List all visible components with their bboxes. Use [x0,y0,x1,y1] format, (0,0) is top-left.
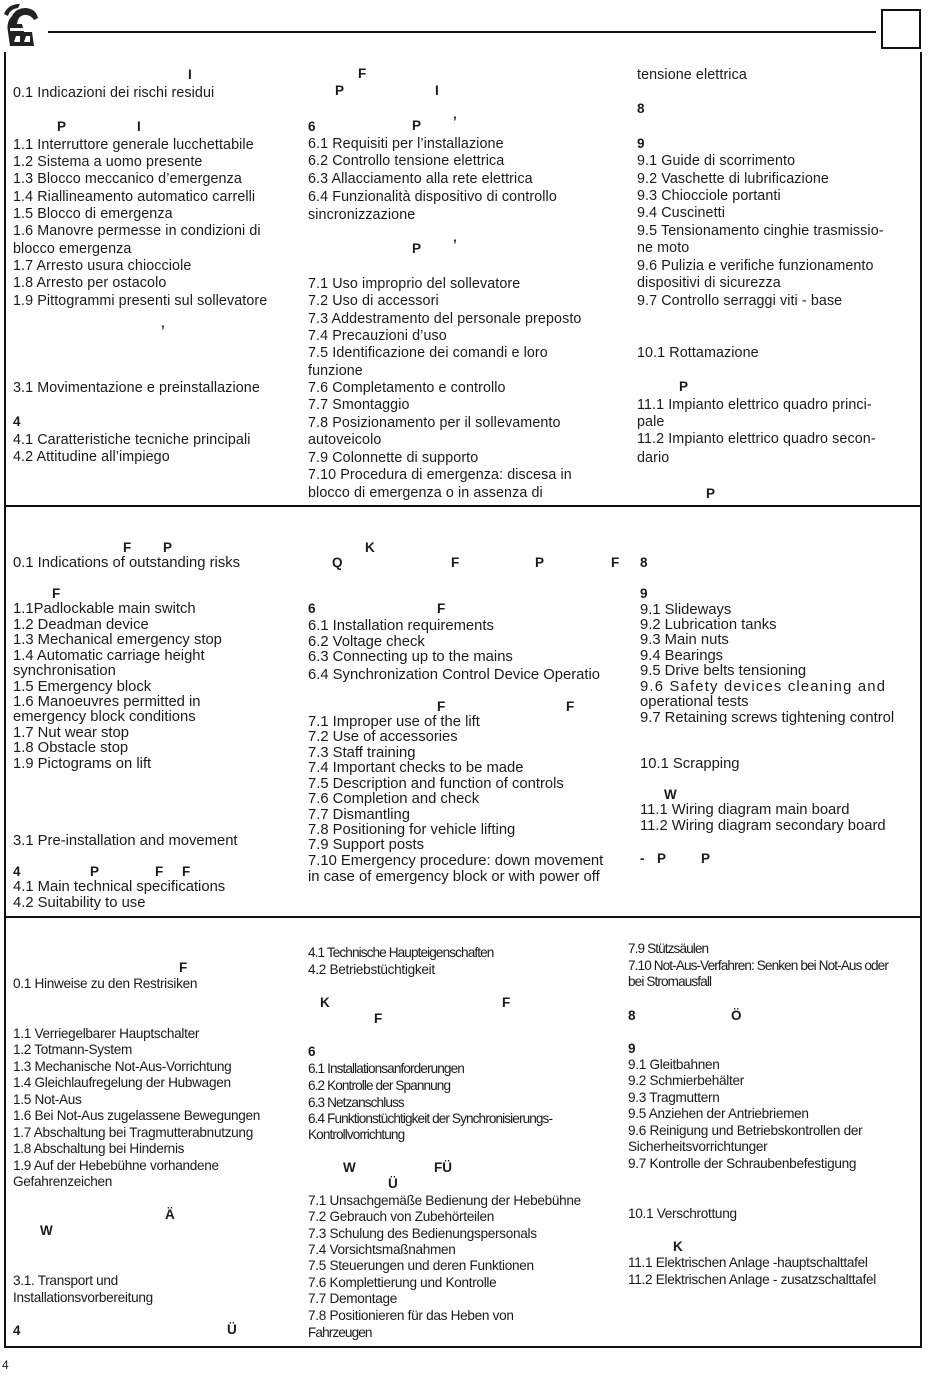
toc-entry: 7.10 Not-Aus-Verfahren: Senken bei Not-Aus oder [628,958,888,973]
toc-entry: 1.9 Pictograms on lift [13,756,152,772]
toc-heading: F [451,555,460,570]
header-rule [48,31,876,33]
toc-entry: 9.2 Vaschette di lubrificazione [637,171,829,187]
toc-entry: 3.1 Movimentazione e preinstallazione [13,380,260,396]
toc-heading: P [706,486,716,501]
toc-entry: Gefahrenzeichen [13,1174,113,1189]
toc-entry: 9.4 Bearings [640,648,724,664]
toc-entry: 3.1 Pre-installation and movement [13,833,238,849]
toc-entry: 6.1 Installation requirements [308,618,494,634]
toc-entry: 0.1 Indications of outstanding risks [13,555,241,571]
toc-entry: 9.2 Lubrication tanks [640,617,777,633]
toc-entry: 11.1 Wiring diagram main board [640,802,850,818]
toc-entry: 9.6 Reinigung und Betriebskontrollen der [628,1123,863,1138]
toc-entry: 1.3 Blocco meccanico d’emergenza [13,171,242,187]
toc-entry: 7.10 Procedura di emergenza: discesa in [308,467,572,483]
toc-entry: 1.1 Interruttore generale lucchettabile [13,137,254,153]
toc-heading: ’ [453,237,457,252]
toc-heading: F [179,960,188,975]
toc-entry: 1.6 Manoeuvres permitted in [13,694,201,710]
toc-entry: 1.1 Verriegelbarer Hauptschalter [13,1026,200,1041]
toc-entry: 4.1 Technische Haupteigenschaften [308,945,494,960]
toc-heading: Ü [388,1176,398,1191]
toc-heading: Ü [227,1322,237,1337]
toc-entry: sincronizzazione [308,207,416,223]
toc-heading: 9 [640,586,648,601]
toc-entry: 10.1 Scrapping [640,756,740,772]
toc-entry: funzione [308,363,363,379]
toc-heading: F [502,995,511,1010]
toc-heading: Q [332,555,343,570]
toc-entry: 11.1 Impianto elettrico quadro princi- [637,397,872,413]
toc-entry: 1.5 Not-Aus [13,1092,82,1107]
toc-entry: 4.2 Betriebstüchtigkeit [308,962,435,977]
toc-entry: 9.5 Tensionamento cinghie trasmissio- [637,223,884,239]
toc-entry: ne moto [637,240,690,256]
toc-entry: 7.1 Improper use of the lift [308,714,480,730]
toc-entry: 7.1 Uso improprio del sollevatore [308,276,521,292]
toc-entry: 7.2 Uso di accessori [308,293,439,309]
toc-heading: P [535,555,545,570]
toc-entry: tensione elettrica [637,67,747,83]
toc-entry: 9.6 Safety devices cleaning and [640,679,887,695]
toc-entry: 6.4 Funzionalità dispositivo di controllo [308,189,557,205]
toc-heading: Ö [731,1008,742,1023]
toc-entry: 7.5 Steuerungen und deren Funktionen [308,1258,534,1273]
toc-entry: 7.9 Stützsäulen [628,941,709,956]
toc-entry: autoveicolo [308,432,382,448]
toc-entry: 1.1Padlockable main switch [13,601,196,617]
toc-entry: 9.7 Kontrolle der Schraubenbefestigung [628,1156,857,1171]
toc-entry: 1.4 Automatic carriage height [13,648,205,664]
toc-entry: 1.7 Abschaltung bei Tragmutterabnutzung [13,1125,253,1140]
toc-entry: 9.4 Cuscinetti [637,205,726,221]
toc-heading: 6 [308,119,316,134]
toc-entry: 4.1 Caratteristiche tecniche principali [13,432,251,448]
toc-heading: P [412,241,422,256]
toc-heading: K [365,540,375,555]
toc-heading: P [657,851,667,866]
toc-entry: bei Stromausfall [628,974,712,989]
toc-entry: 7.7 Demontage [308,1291,398,1306]
toc-entry: 6.2 Voltage check [308,634,425,650]
toc-heading: P [412,118,422,133]
toc-heading: ’ [161,323,165,338]
toc-entry: 7.5 Description and function of controls [308,776,564,792]
toc-heading: F [566,699,575,714]
toc-heading: W [343,1160,356,1175]
toc-entry: 1.6 Manovre permesse in condizioni di [13,223,261,239]
toc-entry: 7.9 Colonnette di supporto [308,450,479,466]
toc-entry: 7.2 Use of accessories [308,729,458,745]
toc-entry: pale [637,414,665,430]
toc-entry: 6.2 Controllo tensione elettrica [308,153,505,169]
toc-entry: 3.1. Transport und [13,1273,118,1288]
toc-entry: 9.6 Pulizia e verifiche funzionamento [637,258,874,274]
toc-entry: 11.2 Wiring diagram secondary board [640,818,886,834]
toc-heading: FÜ [434,1160,452,1175]
toc-entry: 7.6 Komplettierung und Kontrolle [308,1275,497,1290]
toc-entry: 0.1 Hinweise zu den Restrisiken [13,976,198,991]
toc-entry: 1.2 Totmann-System [13,1042,133,1057]
toc-entry: 6.1 Installationsanforderungen [308,1061,464,1076]
toc-heading: 6 [308,601,316,616]
toc-entry: dispositivi di sicurezza [637,275,781,291]
section-divider-it-en [4,505,920,507]
toc-entry: 11.2 Elektrischen Anlage - zusatzschalttafel [628,1272,876,1287]
toc-heading: P [679,379,689,394]
toc-entry: operational tests [640,694,749,710]
toc-entry: 7.5 Identificazione dei comandi e loro [308,345,548,361]
section-divider-en-de [4,916,920,918]
toc-entry: 7.1 Unsachgemäße Bedienung der Hebebühne [308,1193,581,1208]
toc-entry: 6.3 Netzanschluss [308,1095,404,1110]
toc-heading: I [188,67,192,82]
toc-entry: dario [637,450,670,466]
toc-heading: F [123,540,132,555]
toc-entry: 9.1 Slideways [640,602,732,618]
toc-entry: 6.4 Funktionstüchtigkeit der Synchronisierungs- [308,1111,553,1126]
toc-entry: 1.7 Nut wear stop [13,725,129,741]
toc-entry: 7.8 Positionieren für das Heben von [308,1308,514,1323]
toc-entry: 9.5 Drive belts tensioning [640,663,807,679]
toc-entry: 10.1 Rottamazione [637,345,759,361]
toc-entry: 1.8 Abschaltung bei Hindernis [13,1141,185,1156]
toc-entry: 11.2 Impianto elettrico quadro secon- [637,431,876,447]
toc-heading: 9 [628,1041,636,1056]
toc-entry: 7.8 Positioning for vehicle lifting [308,822,516,838]
toc-entry: 7.7 Dismantling [308,807,410,823]
toc-entry: 7.3 Staff training [308,745,416,761]
toc-entry: 4.2 Suitability to use [13,895,146,911]
toc-entry: 9.1 Gleitbahnen [628,1057,720,1072]
toc-heading: F [437,601,446,616]
toc-entry: 9.1 Guide di scorrimento [637,153,796,169]
toc-heading: F [52,586,61,601]
toc-heading: I [435,83,439,98]
toc-entry: 6.2 Kontrolle der Spannung [308,1078,451,1093]
toc-heading: 4 [13,1323,21,1338]
toc-entry: blocco di emergenza o in assenza di [308,485,543,501]
toc-entry: 7.7 Smontaggio [308,397,410,413]
toc-entry: 1.2 Deadman device [13,617,149,633]
toc-entry: 11.1 Elektrischen Anlage -hauptschalttafel [628,1255,868,1270]
toc-entry: 9.7 Retaining screws tightening control [640,710,895,726]
toc-entry: 7.8 Posizionamento per il sollevamento [308,415,561,431]
toc-heading: F [358,66,367,81]
toc-entry: 1.3 Mechanical emergency stop [13,632,222,648]
toc-heading: 6 [308,1044,316,1059]
toc-heading: 8 [628,1008,636,1023]
toc-entry: 1.4 Riallineamento automatico carrelli [13,189,256,205]
toc-entry: 1.5 Blocco di emergenza [13,206,173,222]
toc-entry: Installationsvorbereitung [13,1290,153,1305]
toc-heading: 4 [13,864,21,879]
toc-entry: Fahrzeugen [308,1325,372,1340]
toc-entry: 1.2 Sistema a uomo presente [13,154,203,170]
toc-entry: 1.6 Bei Not-Aus zugelassene Bewegungen [13,1108,261,1123]
toc-heading: P [701,851,711,866]
toc-entry: 7.6 Completion and check [308,791,480,807]
toc-entry: 7.4 Important checks to be made [308,760,524,776]
toc-heading: 8 [637,101,645,116]
toc-entry: 1.3 Mechanische Not-Aus-Vorrichtung [13,1059,232,1074]
toc-entry: 7.4 Precauzioni d’uso [308,328,447,344]
toc-heading: - [640,851,645,866]
toc-entry: 1.8 Arresto per ostacolo [13,275,167,291]
toc-entry: 9.3 Main nuts [640,632,729,648]
toc-heading: 4 [13,414,21,429]
page-number: 4 [2,1358,9,1372]
brand-logo [2,2,42,48]
toc-entry: synchronisation [13,663,116,679]
toc-entry: 9.5 Anziehen der Antriebriemen [628,1106,809,1121]
toc-entry: 7.2 Gebrauch von Zubehörteilen [308,1209,494,1224]
toc-heading: K [320,995,330,1010]
toc-entry: in case of emergency block or with power off [308,869,600,885]
toc-heading: F [611,555,620,570]
toc-heading: 8 [640,555,648,570]
toc-heading: 9 [637,136,645,151]
toc-entry: Kontrollvorrichtung [308,1127,405,1142]
toc-entry: 7.10 Emergency procedure: down movement [308,853,604,869]
toc-heading: F [155,864,164,879]
toc-heading: F [374,1011,383,1026]
toc-entry: Sicherheitsvorrichtunger [628,1139,768,1154]
toc-entry: 7.4 Vorsichtsmaßnahmen [308,1242,456,1257]
toc-entry: 1.7 Arresto usura chiocciole [13,258,192,274]
toc-entry: 1.9 Pittogrammi presenti sul sollevatore [13,293,268,309]
toc-entry: 7.3 Schulung des Bedienungspersonals [308,1226,537,1241]
toc-entry: 9.7 Controllo serraggi viti - base [637,293,843,309]
toc-heading: W [664,787,677,802]
toc-heading: F [437,699,446,714]
toc-entry: 6.1 Requisiti per l’installazione [308,136,504,152]
toc-entry: 4.1 Main technical specifications [13,879,226,895]
toc-heading: K [673,1239,683,1254]
toc-entry: 6.3 Allacciamento alla rete elettrica [308,171,533,187]
toc-entry: 1.9 Auf der Hebebühne vorhandene [13,1158,219,1173]
toc-entry: 1.8 Obstacle stop [13,740,129,756]
toc-entry: 0.1 Indicazioni dei rischi residui [13,85,215,101]
toc-entry: 9.3 Chiocciole portanti [637,188,781,204]
header-box [881,9,921,49]
toc-entry: 6.4 Synchronization Control Device Operatio [308,667,600,683]
toc-entry: 7.9 Support posts [308,837,424,853]
toc-heading: Ä [165,1207,175,1222]
toc-heading: P [90,864,100,879]
toc-heading: P [335,83,345,98]
toc-entry: 1.5 Emergency block [13,679,152,695]
toc-entry: 7.3 Addestramento del personale preposto [308,311,582,327]
toc-heading: W [40,1223,53,1238]
toc-heading: P [163,540,173,555]
toc-entry: 6.3 Connecting up to the mains [308,649,513,665]
toc-entry: 7.6 Completamento e controllo [308,380,506,396]
toc-entry: 1.4 Gleichlaufregelung der Hubwagen [13,1075,231,1090]
toc-heading: P [57,119,67,134]
toc-entry: 9.2 Schmierbehälter [628,1073,744,1088]
toc-entry: 9.3 Tragmuttern [628,1090,720,1105]
toc-heading: I [137,119,141,134]
toc-entry: 4.2 Attitudine all’impiego [13,449,170,465]
toc-heading: ’ [453,114,457,129]
toc-entry: 10.1 Verschrottung [628,1206,737,1221]
toc-entry: blocco emergenza [13,241,132,257]
toc-heading: F [182,864,191,879]
toc-entry: emergency block conditions [13,709,196,725]
